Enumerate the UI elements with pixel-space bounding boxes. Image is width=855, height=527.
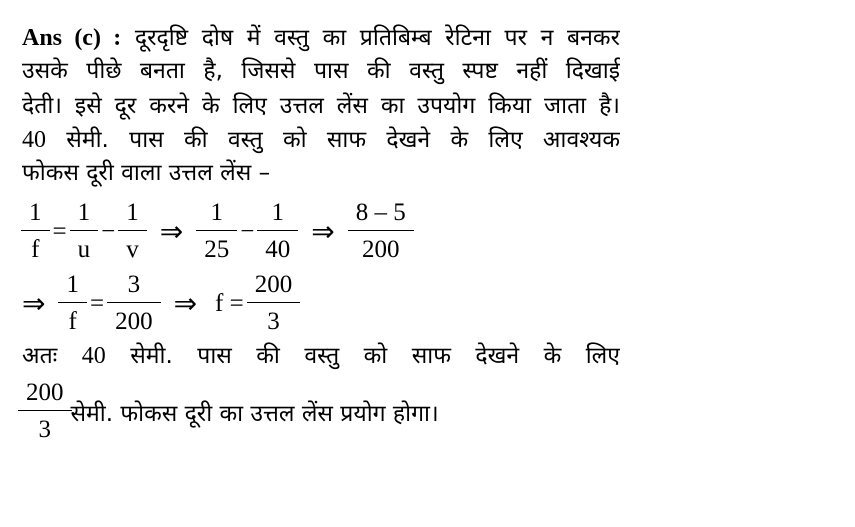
- implies-arrow-icon: ⇒: [173, 287, 198, 320]
- lens-equation-1: [22, 200, 413, 263]
- fraction-3-over-200: $\frac{8 - 5}{200}$: [352, 200, 410, 263]
- answer-text-4: सेमी. पास की वस्तु को साफ देखने के लिए आवश्यक: [66, 127, 620, 153]
- answer-line-3: [22, 90, 620, 122]
- minus-sign: −: [240, 217, 255, 245]
- answer-text-3: देती। इसे दूर करने के लिए उत्तल लेंस का उपयोग किया जाता है।: [22, 93, 620, 119]
- answer-distance: 40: [22, 127, 46, 153]
- fraction-1-over-40: $\frac{1}{40}$: [261, 200, 294, 263]
- focal-length-lhs: f =: [215, 289, 244, 317]
- answer-line-1: [22, 22, 620, 54]
- fraction-1-over-25: $\frac{1}{25}$: [200, 200, 233, 263]
- answer-line-5: [22, 157, 620, 189]
- fraction-3-over-200: $\frac{3}{200}$: [111, 272, 157, 335]
- minus-sign: −: [101, 217, 116, 245]
- implies-arrow-icon: ⇒: [159, 215, 184, 248]
- conclusion-distance: 40: [81, 343, 106, 369]
- fraction-200-over-3: $\frac{200}{3}$: [251, 272, 297, 335]
- answer-label: Ans (c) :: [22, 25, 122, 51]
- answer-text-2: उसके पीछे बनता है, जिससे पास की वस्तु स्पष्ट नहीं दिखाई: [22, 58, 620, 84]
- equals-sign: =: [89, 289, 105, 317]
- implies-arrow-icon: ⇒: [22, 287, 46, 320]
- fraction-200-over-3: $\frac{200}{3}$: [22, 380, 68, 443]
- answer-line-4: [22, 124, 620, 156]
- fraction-1-over-f: $\frac{1}{f}$: [25, 200, 46, 263]
- conclusion-text-2: सेमी. फोकस दूरी का उत्तल लेंस प्रयोग होगा।: [70, 400, 439, 427]
- implies-arrow-icon: ⇒: [311, 215, 335, 248]
- conclusion-text-1: सेमी. पास की वस्तु को साफ देखने के लिए: [130, 343, 620, 369]
- conclusion-prefix: अतः: [22, 343, 58, 369]
- answer-line-2: [22, 55, 620, 87]
- fraction-1-over-u: $\frac{1}{u}$: [74, 200, 95, 263]
- conclusion-line-1: [22, 340, 620, 372]
- fraction-1-over-f: $\frac{1}{f}$: [62, 272, 83, 335]
- fraction-1-over-v: $\frac{1}{v}$: [122, 200, 143, 263]
- answer-text-5: फोकस दूरी वाला उत्तल लेंस –: [22, 160, 271, 186]
- lens-equation-2: [22, 272, 299, 335]
- conclusion-line-2: [22, 380, 439, 443]
- answer-text-1: दूरदृष्टि दोष में वस्तु का प्रतिबिम्ब रेटिना पर न बनकर: [134, 25, 620, 51]
- equals-sign: =: [52, 217, 67, 245]
